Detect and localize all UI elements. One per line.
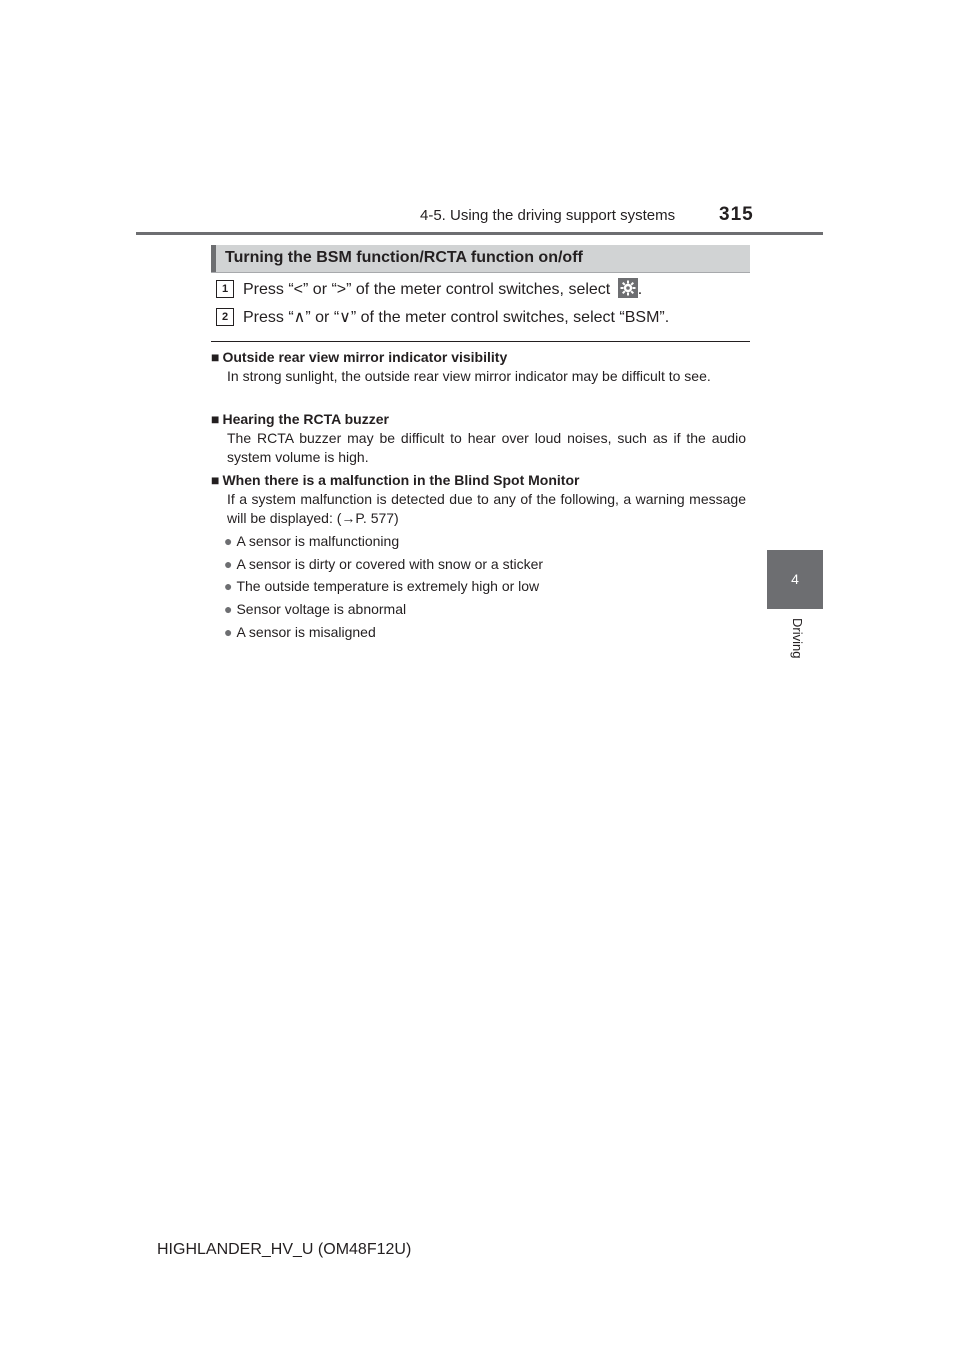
square-bullet-icon: ■ — [211, 411, 220, 427]
running-header-section: 4-5. Using the driving support systems — [420, 207, 676, 224]
step-2 — [216, 307, 669, 327]
page-number: 315 — [719, 204, 754, 225]
gear-settings-icon — [618, 278, 638, 298]
chapter-label: Driving — [790, 618, 805, 659]
footer-model-code: HIGHLANDER_HV_U (OM48F12U) — [157, 1241, 412, 1258]
note-rcta-buzzer — [211, 410, 746, 467]
step-number-box: 2 — [216, 308, 234, 326]
note-malfunction — [211, 471, 746, 528]
section-heading-bar — [211, 245, 750, 273]
round-bullet-icon: ● — [224, 624, 233, 640]
note-body: In strong sunlight, the outside rear view mirror indicator may be difficult to see. — [227, 368, 711, 384]
note-mirror-visibility — [211, 348, 746, 386]
list-item: ● A sensor is dirty or covered with snow or a sticker — [224, 556, 544, 572]
list-item: ● The outside temperature is extremely high or low — [224, 578, 540, 594]
step-text: Press “<” or “>” of the meter control switches, select — [243, 281, 611, 299]
section-heading-accent — [211, 245, 216, 272]
note-body: The RCTA buzzer may be difficult to hear over loud noises, such as if the audio system volume is high. — [227, 430, 746, 465]
step-text-end: . — [637, 281, 643, 299]
round-bullet-icon: ● — [224, 533, 233, 549]
round-bullet-icon: ● — [224, 578, 233, 594]
section-heading-title: Turning the BSM function/RCTA function on/off — [225, 249, 583, 266]
list-item: ● A sensor is malfunctioning — [224, 533, 400, 549]
note-title: Outside rear view mirror indicator visibility — [222, 349, 508, 365]
square-bullet-icon: ■ — [211, 472, 220, 488]
note-title: Hearing the RCTA buzzer — [222, 411, 389, 427]
list-item: ● Sensor voltage is abnormal — [224, 601, 407, 617]
round-bullet-icon: ● — [224, 601, 233, 617]
square-bullet-icon: ■ — [211, 349, 220, 365]
note-body: If a system malfunction is detected due to any of the following, a warning message will be displayed: (→P. 577) — [227, 491, 746, 526]
round-bullet-icon: ● — [224, 556, 233, 572]
step-number-box: 1 — [216, 280, 234, 298]
chapter-tab: 4 — [767, 550, 823, 609]
notes-divider — [211, 341, 750, 342]
step-1 — [216, 280, 642, 300]
header-rule — [136, 232, 823, 235]
step-text: Press “∧” or “∨” of the meter control switches, select “BSM”. — [243, 309, 670, 326]
note-title: When there is a malfunction in the Blind Spot Monitor — [222, 472, 580, 488]
list-item: ● A sensor is misaligned — [224, 624, 376, 640]
